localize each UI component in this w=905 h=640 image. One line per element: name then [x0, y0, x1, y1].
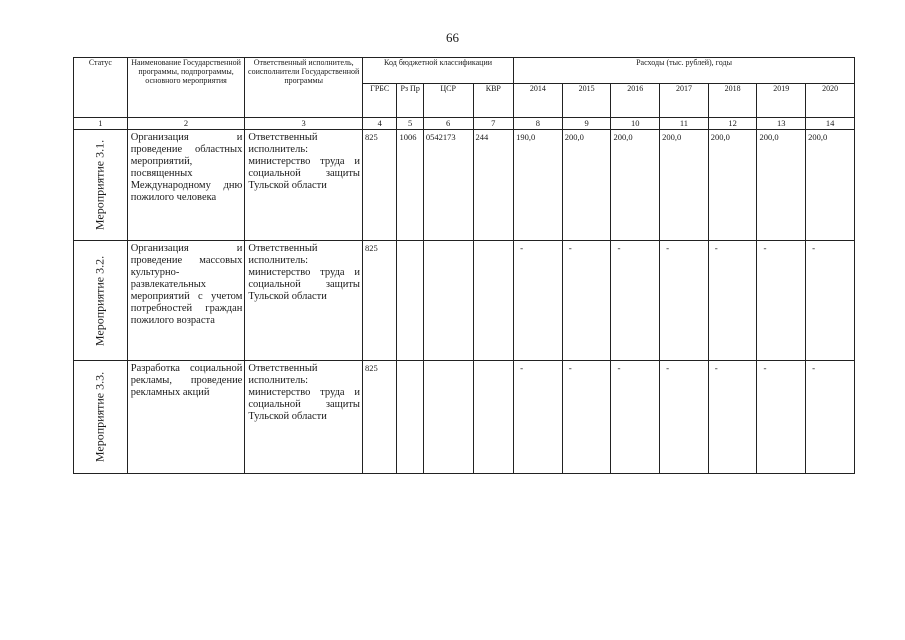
table-row — [74, 241, 855, 361]
header-year-2016: 2016 — [611, 84, 660, 118]
header-year-2018: 2018 — [708, 84, 757, 118]
row-responsible: Ответственный исполнитель: министерство труда и социальной защиты Тульской области — [245, 241, 363, 361]
column-number: 9 — [562, 118, 611, 130]
row-value-2016: - — [611, 241, 660, 361]
column-number: 13 — [757, 118, 806, 130]
column-number: 6 — [423, 118, 473, 130]
header-kvr: КВР — [473, 84, 514, 118]
row-value-2019: - — [757, 361, 806, 474]
table-row — [74, 130, 855, 241]
row-name: Организация и проведение областных мероприятий, посвященных Международному дню пожилого человека — [127, 130, 245, 241]
row-value-2018: 200,0 — [708, 130, 757, 241]
row-grbs: 825 — [362, 361, 396, 474]
row-value-2014: - — [514, 241, 563, 361]
row-kvr: 244 — [473, 130, 514, 241]
row-value-2015: 200,0 — [562, 130, 611, 241]
row-rzpr — [397, 241, 423, 361]
row-kvr — [473, 361, 514, 474]
row-value-2020: - — [806, 361, 855, 474]
header-year-2017: 2017 — [660, 84, 709, 118]
header-status: Статус — [74, 58, 128, 118]
row-csr — [423, 241, 473, 361]
row-value-2019: 200,0 — [757, 130, 806, 241]
header-year-2014: 2014 — [514, 84, 563, 118]
row-value-2018: - — [708, 361, 757, 474]
row-rzpr: 1006 — [397, 130, 423, 241]
header-csr: ЦСР — [423, 84, 473, 118]
row-value-2020: 200,0 — [806, 130, 855, 241]
row-status-label: Мероприятие 3.1. — [92, 139, 107, 231]
header-budget-code: Код бюджетной классификации — [362, 58, 513, 84]
row-value-2019: - — [757, 241, 806, 361]
row-value-2014: - — [514, 361, 563, 474]
header-name: Наименование Государственной программы, подпрограммы, основного мероприятия — [127, 58, 245, 118]
column-number: 3 — [245, 118, 363, 130]
row-value-2014: 190,0 — [514, 130, 563, 241]
column-number: 10 — [611, 118, 660, 130]
column-number: 4 — [362, 118, 396, 130]
column-number: 5 — [397, 118, 423, 130]
column-number-row — [74, 118, 855, 130]
row-value-2016: 200,0 — [611, 130, 660, 241]
row-responsible: Ответственный исполнитель: министерство труда и социальной защиты Тульской области — [245, 130, 363, 241]
column-number: 2 — [127, 118, 245, 130]
row-value-2016: - — [611, 361, 660, 474]
row-kvr — [473, 241, 514, 361]
header-rzpr: Рз Пр — [397, 84, 423, 118]
column-number: 1 — [74, 118, 128, 130]
header-expenses: Расходы (тыс. рублей), годы — [514, 58, 855, 84]
header-grbs: ГРБС — [362, 84, 396, 118]
header-year-2019: 2019 — [757, 84, 806, 118]
column-number: 8 — [514, 118, 563, 130]
row-csr — [423, 361, 473, 474]
row-grbs: 825 — [362, 130, 396, 241]
column-number: 11 — [660, 118, 709, 130]
row-status-label: Мероприятие 3.2. — [92, 255, 107, 346]
header-responsible: Ответственный исполнитель, соисполнители Государственной программы — [245, 58, 363, 118]
column-number: 7 — [473, 118, 514, 130]
row-value-2017: 200,0 — [660, 130, 709, 241]
row-status-label: Мероприятие 3.3. — [92, 371, 107, 463]
budget-table — [73, 57, 855, 474]
row-status — [74, 130, 128, 241]
row-status — [74, 241, 128, 361]
row-value-2015: - — [562, 361, 611, 474]
row-name: Организация и проведение массовых культурно-развлекательных мероприятий с учетом потребностей граждан пожилого возраста — [127, 241, 245, 361]
column-number: 14 — [806, 118, 855, 130]
row-value-2020: - — [806, 241, 855, 361]
row-value-2017: - — [660, 361, 709, 474]
row-responsible: Ответственный исполнитель: министерство труда и социальной защиты Тульской области — [245, 361, 363, 474]
row-status — [74, 361, 128, 474]
row-value-2015: - — [562, 241, 611, 361]
row-value-2017: - — [660, 241, 709, 361]
table-row — [74, 361, 855, 474]
page-number: 66 — [446, 30, 459, 45]
header-year-2015: 2015 — [562, 84, 611, 118]
row-grbs: 825 — [362, 241, 396, 361]
row-rzpr — [397, 361, 423, 474]
row-csr: 0542173 — [423, 130, 473, 241]
row-name: Разработка социальной рекламы, проведение рекламных акций — [127, 361, 245, 474]
column-number: 12 — [708, 118, 757, 130]
row-value-2018: - — [708, 241, 757, 361]
header-year-2020: 2020 — [806, 84, 855, 118]
